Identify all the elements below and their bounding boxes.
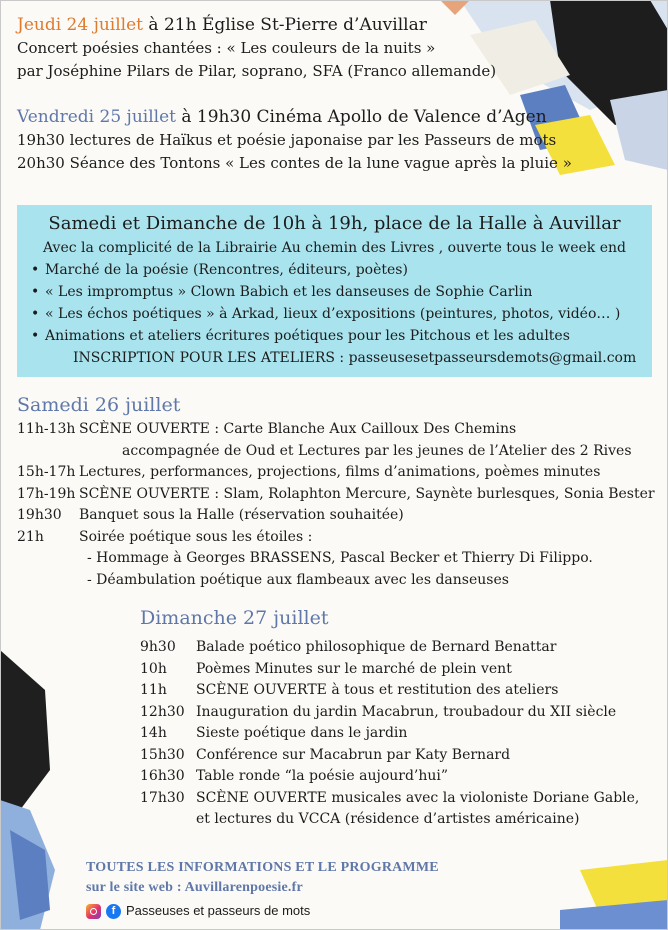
list-item-text: « Les impromptus » Clown Babich et les danseuses de Sophie Carlin <box>45 284 533 300</box>
schedule-row <box>17 505 657 527</box>
list-item: • « Les impromptus » Clown Babich et les danseuses de Sophie Carlin <box>31 284 533 300</box>
schedule-continuation: - Hommage à Georges BRASSENS, Pascal Becker et Thierry Di Filippo. <box>87 550 593 566</box>
schedule-time: 10h <box>140 660 167 677</box>
schedule-continuation: - Déambulation poétique aux flambeaux avec les danseuses <box>87 571 509 588</box>
social-text: Passeuses et passeurs de mots <box>126 903 311 918</box>
saturday-section <box>17 392 657 591</box>
saturday-title: Samedi 26 juillet <box>17 394 181 416</box>
event-thursday-line: Concert poésies chantées : « Les couleurs de la nuits » <box>17 39 436 57</box>
event-friday-line: 20h30 Séance des Tontons « Les contes de la lune vague après la pluie » <box>17 154 572 172</box>
schedule-row <box>17 462 657 484</box>
list-item: • Marché de la poésie (Rencontres, éditeurs, poètes) <box>31 262 408 278</box>
schedule-text: Conférence sur Macabrun par Katy Bernard <box>196 746 511 763</box>
schedule-row <box>17 527 657 549</box>
schedule-time: 14h <box>140 725 167 741</box>
schedule-text: SCÈNE OUVERTE : Slam, Rolaphton Mercure, Saynète burlesques, Sonia Bester <box>79 485 655 502</box>
schedule-text: Banquet sous la Halle (réservation souhaitée) <box>79 507 404 523</box>
footer <box>86 858 606 921</box>
footer-info-line: TOUTES LES INFORMATIONS ET LE PROGRAMME <box>86 860 439 875</box>
schedule-text: Poèmes Minutes sur le marché de plein vent <box>196 660 512 677</box>
schedule-time: 19h30 <box>17 507 62 523</box>
event-thursday-line: par Joséphine Pilars de Pilar, soprano, SFA (Franco allemande) <box>17 62 497 80</box>
schedule-row <box>140 637 650 659</box>
list-item-text: Animations et ateliers écritures poétiques pour les Pitchous et les adultes <box>45 328 570 344</box>
schedule-text: Table ronde “la poésie aujourd’hui” <box>196 768 449 784</box>
list-item-text: « Les échos poétiques » à Arkad, lieux d’expositions (peintures, photos, vidéo… ) <box>45 306 621 322</box>
schedule-row <box>17 419 657 441</box>
list-item: • Animations et ateliers écritures poétiques pour les Pitchous et les adultes <box>31 328 570 344</box>
schedule-time: 9h30 <box>140 639 176 655</box>
event-friday-line: 19h30 lectures de Haïkus et poésie japonaise par les Passeurs de mots <box>17 131 557 149</box>
schedule-time: 16h30 <box>140 768 185 784</box>
weekend-subtitle: Avec la complicité de la Librairie Au chemin des Livres , ouverte tous le week end <box>43 240 626 256</box>
schedule-time: 17h30 <box>140 789 185 806</box>
weekend-inscription: INSCRIPTION POUR LES ATELIERS : passeusesetpasseursdemots@gmail.com <box>73 350 637 366</box>
schedule-text: Sieste poétique dans le jardin <box>196 725 408 741</box>
schedule-row <box>140 659 650 681</box>
footer-website[interactable]: sur le site web : Auvillarenpoesie.fr <box>86 880 303 895</box>
schedule-text: SCÈNE OUVERTE à tous et restitution des ateliers <box>196 682 559 698</box>
sunday-title: Dimanche 27 juillet <box>140 607 329 629</box>
event-friday-date: Vendredi 25 juillet <box>17 107 176 127</box>
schedule-time: 15h30 <box>140 746 185 763</box>
instagram-icon[interactable] <box>86 904 101 919</box>
schedule-row <box>140 680 650 702</box>
schedule-time: 17h-19h <box>17 485 76 502</box>
schedule-time: 21h <box>17 528 44 545</box>
schedule-row <box>140 766 650 788</box>
event-thursday-date: Jeudi 24 juillet <box>17 15 144 35</box>
schedule-row <box>17 484 657 506</box>
event-friday <box>17 105 657 175</box>
event-thursday-place: à 21h Église St-Pierre d’Auvillar <box>148 15 427 35</box>
schedule-continuation: accompagnée de Oud et Lectures par les jeunes de l’Atelier des 2 Rives <box>122 442 632 459</box>
schedule-text: Lectures, performances, projections, films d’animations, poèmes minutes <box>79 464 601 480</box>
weekend-box <box>17 205 652 377</box>
weekend-title: Samedi et Dimanche de 10h à 19h, place de la Halle à Auvillar <box>48 213 621 234</box>
schedule-time: 11h <box>140 682 167 698</box>
schedule-text: Balade poético philosophique de Bernard Benattar <box>196 639 557 655</box>
schedule-text: SCÈNE OUVERTE musicales avec la violoniste Doriane Gable, <box>196 789 640 806</box>
decorative-paint-left <box>0 650 60 930</box>
event-thursday <box>17 13 657 83</box>
schedule-time: 11h-13h <box>17 421 76 437</box>
schedule-row <box>140 788 650 810</box>
weekend-list <box>17 259 652 347</box>
schedule-row <box>140 702 650 724</box>
schedule-time: 12h30 <box>140 703 185 720</box>
sunday-section <box>140 605 650 831</box>
list-item-text: Marché de la poésie (Rencontres, éditeurs, poètes) <box>45 262 408 278</box>
schedule-text: Soirée poétique sous les étoiles : <box>79 528 313 545</box>
schedule-continuation: et lectures du VCCA (résidence d’artistes américaine) <box>196 811 580 827</box>
schedule-row <box>140 723 650 745</box>
schedule-text: SCÈNE OUVERTE : Carte Blanche Aux Cailloux Des Chemins <box>79 421 517 437</box>
facebook-icon[interactable]: f <box>106 904 121 919</box>
event-friday-place: à 19h30 Cinéma Apollo de Valence d’Agen <box>181 107 547 127</box>
schedule-row <box>140 745 650 767</box>
social-links <box>86 901 606 921</box>
schedule-text: Inauguration du jardin Macabrun, troubadour du XII siècle <box>196 703 617 720</box>
schedule-time: 15h-17h <box>17 464 76 480</box>
list-item: • « Les échos poétiques » à Arkad, lieux d’expositions (peintures, photos, vidéo… ) <box>31 306 621 322</box>
